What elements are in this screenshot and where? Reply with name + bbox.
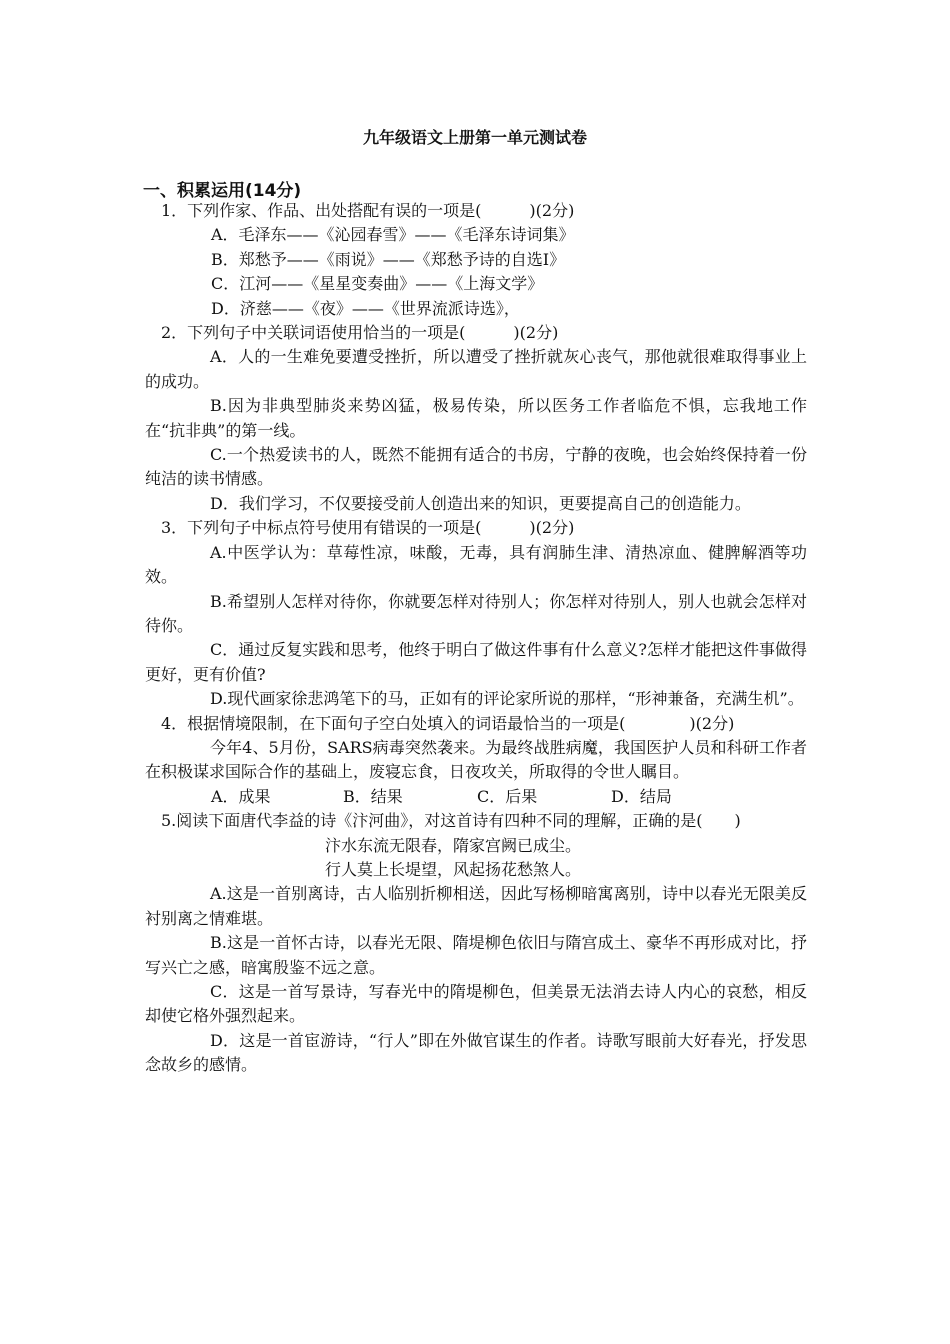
question-1-option-a: A．毛泽东——《沁园春雪》——《毛泽东诗词集》 [211,225,575,245]
question-5-stem: 5.阅读下面唐代李益的诗《汴河曲》，对这首诗有四种不同的理解，正确的是( ) [161,811,741,831]
poem-line-2: 行人莫上长堤望，风起扬花愁煞人。 [325,859,582,879]
question-4-passage: 今年4、5月份，SARS病毒突然袭来。为最终战胜病魔，我国医护人员和科研工作者 在积极谋求国际合作的基础上，废寝忘食，日夜攻关，所取得的令世人瞩目。 [145,737,872,782]
question-4-choice-d: D．结局 [611,786,672,806]
document-body [145,199,872,1078]
question-3-stem: 3．下列句子中标点符号使用有错误的一项是( )(2分) [161,518,575,538]
question-2-option-c: C.一个热爱读书的人，既然不能拥有适合的书房，宁静的夜晚，也会始终保持着一份纯洁的读书情感。 [145,445,807,489]
question-1-option-d: D．济慈——《夜》——《世界流派诗选》， [211,298,520,318]
question-1-stem: 1．下列作家、作品、出处搭配有误的一项是( )(2分) [161,201,575,220]
question-2-option-b: B.因为非典型肺炎来势凶猛，极易传染，所以医务工作者临危不惧，忘我地工作在“抗非典”的第一线。 [145,396,807,440]
question-4-choice-a: A．成果 [211,786,271,806]
question-5-option-b: B.这是一首怀古诗，以春光无限、隋堤柳色依旧与隋宫成土、豪华不再形成对比，抒写兴亡之感，暗寓殷鉴不远之意。 [145,933,807,977]
question-4-choice-c: C．后果 [477,786,538,806]
section-heading: 一、积累运用(14分) [143,181,302,201]
question-3-option-c: C．通过反复实践和思考，他终于明白了做这件事有什么意义?怎样才能把这件事做得更好，更有价值? [145,640,807,684]
question-4-choice-b: B．结果 [343,786,403,806]
question-5-option-a: A.这是一首别离诗，古人临别折柳相送，因此写杨柳暗寓离别，诗中以春光无限美反衬别离之情难堪。 [145,884,807,928]
question-3-option-a: A.中医学认为：草莓性凉，味酸，无毒，具有润肺生津、清热凉血、健脾解酒等功效。 [145,542,807,587]
question-5-option-d: D．这是一首宦游诗，“行人”即在外做官谋生的作者。诗歌写眼前大好春光，抒发思念故乡的感情。 [145,1030,807,1075]
question-3-option-b: B.希望别人怎样对待你，你就要怎样对待别人；你怎样对待别人，别人也就会怎样对待你。 [145,591,807,635]
question-4-choices [145,785,807,809]
question-2-stem: 2．下列句子中关联词语使用恰当的一项是( )(2分) [161,323,559,343]
question-1-option-b: B．郑愁予——《雨说》——《郑愁予诗的自选Ⅰ》 [211,249,566,269]
question-2-option-d: D．我们学习，不仅要接受前人创造出来的知识，更要提高自己的创造能力。 [210,493,751,513]
question-4-stem: 4．根据情境限制，在下面句子空白处填入的词语最恰当的一项是( )(2分) [161,713,735,733]
poem-line-1: 汴水东流无限春，隋家宫阙已成尘。 [325,835,582,855]
page-title: 九年级语文上册第一单元测试卷 [362,128,587,147]
question-1-option-c: C．江河——《星星变奏曲》——《上海文学》 [211,274,544,294]
question-2-option-a: A．人的一生难免要遭受挫折，所以遭受了挫折就灰心丧气，那他就很难取得事业上的成功。 [145,347,807,391]
question-3-option-d: D.现代画家徐悲鸿笔下的马，正如有的评论家所说的那样，“形神兼备，充满生机”。 [210,689,804,709]
question-5-option-c: C．这是一首写景诗，写春光中的隋堤柳色，但美景无法消去诗人内心的哀愁，相反却使它格外强烈起来。 [145,982,807,1026]
